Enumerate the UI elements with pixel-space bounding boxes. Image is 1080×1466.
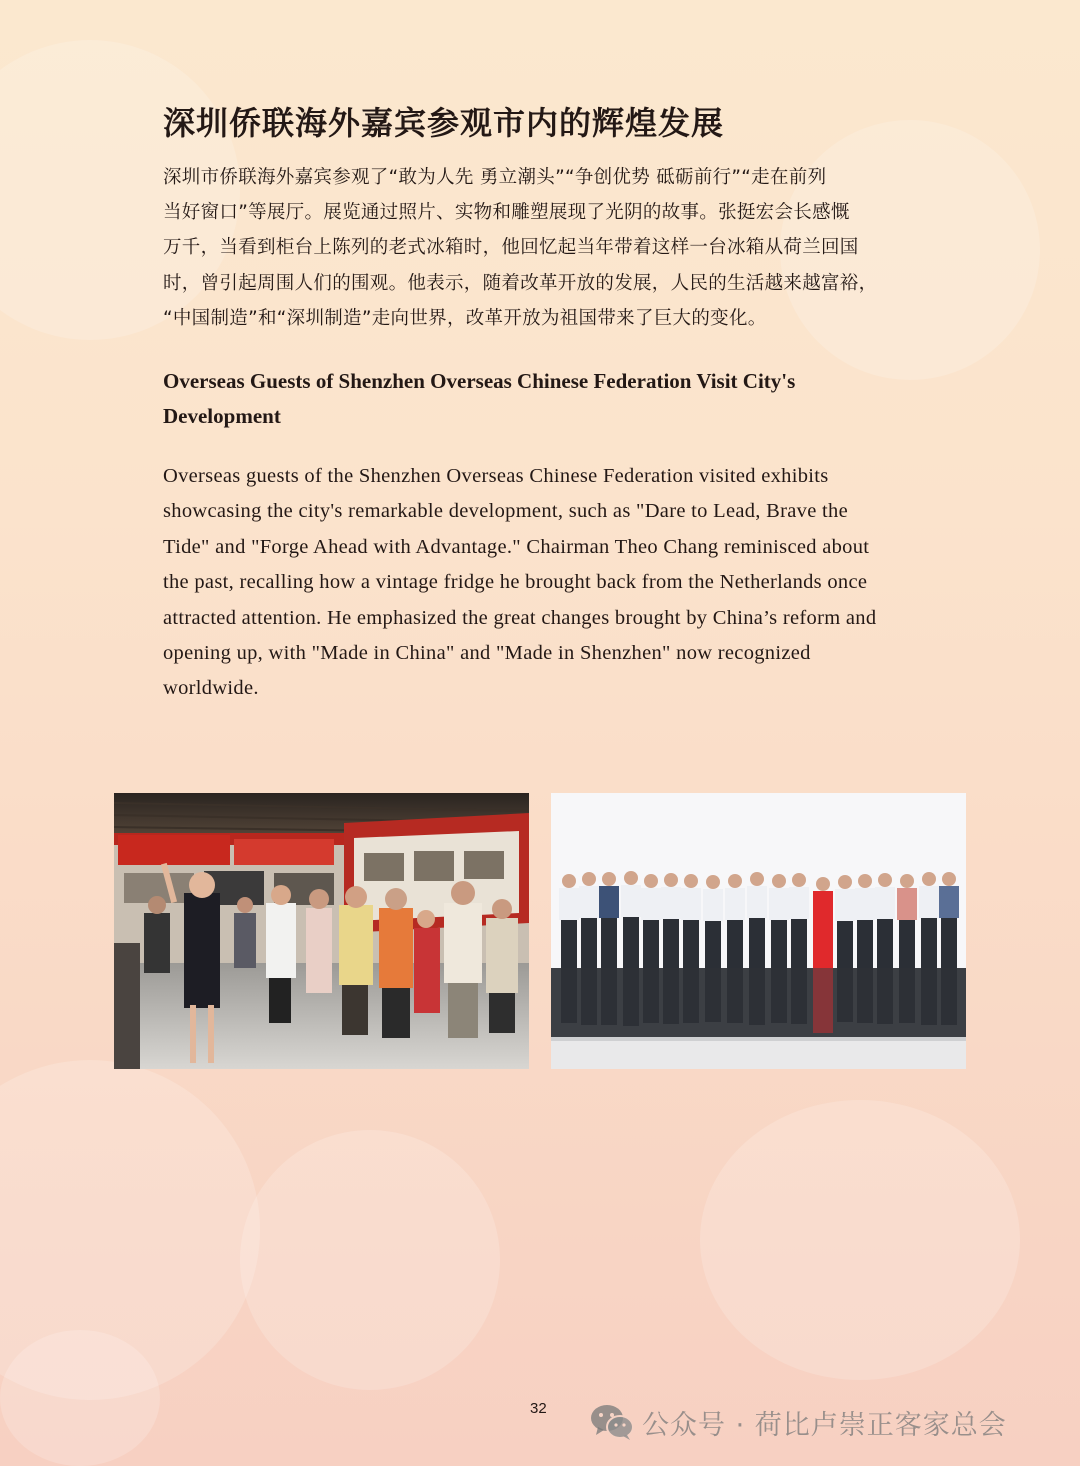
chinese-paragraph [163, 160, 933, 336]
watermark-text: 公众号 · 荷比卢崇正客家总会 [642, 1409, 1007, 1441]
chinese-line: 当好窗口”等展厅。展览通过照片、实物和雕塑展现了光阴的故事。张挺宏会长感慨 [163, 202, 850, 224]
chinese-line: 万千，当看到柜台上陈列的老式冰箱时，他回忆起当年带着这样一台冰箱从荷兰回国 [163, 237, 859, 259]
english-paragraph [163, 459, 973, 707]
english-line: Overseas guests of the Shenzhen Overseas Chinese Federation visited exhibits [163, 465, 829, 487]
english-title [163, 364, 863, 434]
english-line: worldwide. [163, 677, 259, 700]
group-photo [551, 793, 966, 1069]
bokeh-decoration [240, 1130, 500, 1390]
english-title-line: Overseas Guests of Shenzhen Overseas Chinese Federation Visit City's [163, 369, 796, 393]
page-number: 32 [530, 1400, 547, 1417]
exhibition-hall-illustration [114, 793, 529, 1069]
chinese-line: 深圳市侨联海外嘉宾参观了“敢为人先 勇立潮头”“争创优势 砥砺前行”“走在前列 [163, 167, 827, 188]
exhibition-hall-photo [114, 793, 529, 1069]
bokeh-decoration [700, 1100, 1020, 1380]
chinese-line: 时，曾引起周围人们的围观。他表示，随着改革开放的发展，人民的生活越来越富裕， [163, 272, 878, 294]
english-line: showcasing the city's remarkable development, such as "Dare to Lead, Brave the [163, 500, 848, 523]
chinese-line: “中国制造”和“深圳制造”走向世界，改革开放为祖国带来了巨大的变化。 [163, 307, 767, 329]
group-photo-illustration [551, 793, 966, 1069]
english-title-line: Development [163, 404, 281, 428]
english-line: attracted attention. He emphasized the great changes brought by China’s reform and [163, 606, 877, 629]
english-line: opening up, with "Made in China" and "Made in Shenzhen" now recognized [163, 642, 811, 665]
bokeh-decoration [0, 1330, 160, 1466]
chinese-title: 深圳侨联海外嘉宾参观市内的辉煌发展 [163, 104, 725, 142]
english-line: Tide" and "Forge Ahead with Advantage." Chairman Theo Chang reminisced about [163, 535, 870, 558]
english-line: the past, recalling how a vintage fridge he brought back from the Netherlands once [163, 571, 868, 594]
wechat-icon [590, 1403, 634, 1441]
wechat-watermark [590, 1402, 1007, 1442]
